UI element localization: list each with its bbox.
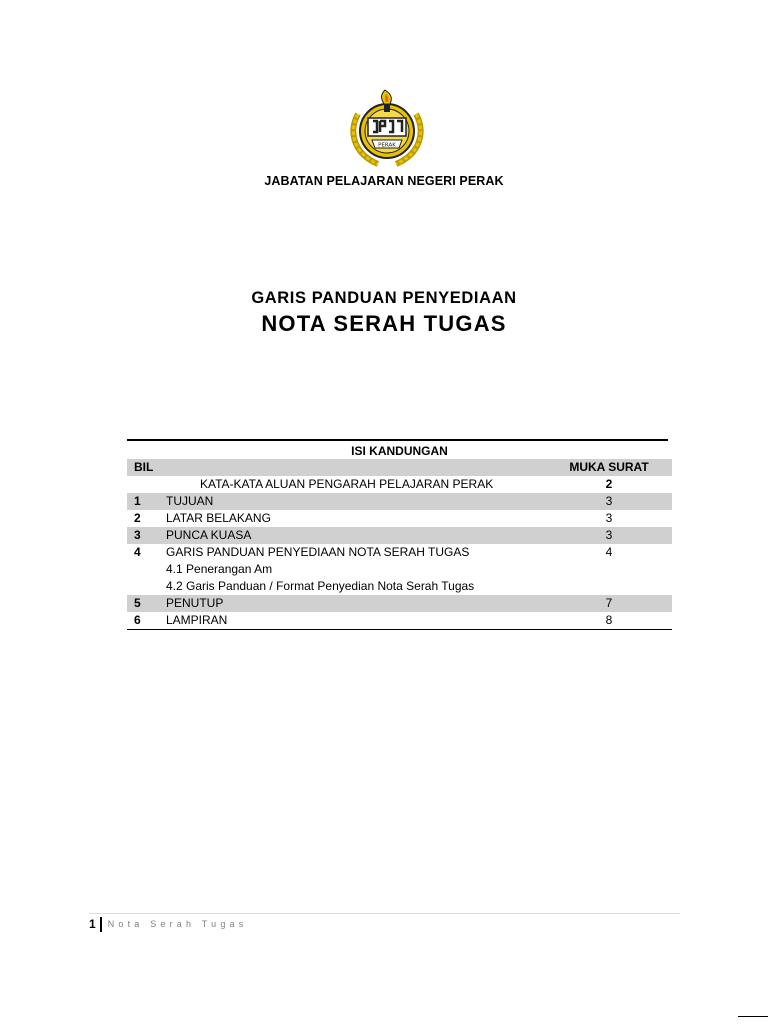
- toc-row-label: TUJUAN: [166, 494, 214, 508]
- col-muka-surat: MUKA SURAT: [569, 460, 649, 474]
- toc-row-label: LATAR BELAKANG: [166, 511, 271, 525]
- toc-row-num: 6: [134, 613, 141, 627]
- table-of-contents: [127, 439, 672, 630]
- page-footer: [89, 916, 247, 932]
- toc-top-rule: [127, 439, 668, 441]
- toc-row-foreword: [127, 476, 672, 493]
- svg-text:PERAK: PERAK: [378, 142, 396, 149]
- toc-row-4: [127, 544, 672, 595]
- toc-subitem-4-2: 4.2 Garis Panduan / Format Penyedian Nota Serah Tugas: [166, 579, 475, 593]
- toc-row-label: GARIS PANDUAN PENYEDIAAN NOTA SERAH TUGAS: [166, 545, 470, 559]
- toc-header-row: [127, 459, 672, 476]
- toc-row-num: 3: [134, 528, 141, 542]
- toc-row-6: [127, 612, 672, 629]
- document-title-line1: GARIS PANDUAN PENYEDIAAN: [251, 289, 517, 307]
- col-bil: BIL: [134, 460, 154, 474]
- toc-row-5: [127, 595, 672, 612]
- toc-bottom-rule: [127, 629, 672, 630]
- footer-divider: [100, 917, 102, 932]
- toc-row-label: LAMPIRAN: [166, 613, 228, 627]
- toc-row-label: KATA-KATA ALUAN PENGARAH PELAJARAN PERAK: [200, 477, 494, 491]
- page-number: 1: [89, 917, 96, 931]
- footer-rule: [89, 913, 680, 914]
- toc-row-3: [127, 527, 672, 544]
- toc-heading: ISI KANDUNGAN: [351, 444, 448, 458]
- toc-row-page: 8: [605, 613, 613, 627]
- toc-row-label: PUNCA KUASA: [166, 528, 252, 542]
- toc-subitem-4-1: 4.1 Penerangan Am: [166, 562, 273, 576]
- toc-row-page: 3: [605, 511, 613, 525]
- footer-document-name: Nota Serah Tugas: [107, 919, 248, 929]
- toc-row-label: PENUTUP: [166, 596, 224, 610]
- document-title-line2: NOTA SERAH TUGAS: [261, 311, 507, 336]
- toc-row-2: [127, 510, 672, 527]
- toc-row-num: 5: [134, 596, 141, 610]
- toc-row-num: 1: [134, 494, 141, 508]
- corner-mark: [738, 1016, 768, 1017]
- toc-row-page: 7: [605, 596, 613, 610]
- toc-row-num: 2: [134, 511, 141, 525]
- organization-name: JABATAN PELAJARAN NEGERI PERAK: [264, 174, 504, 188]
- toc-row-page: 2: [605, 477, 613, 491]
- jpn-perak-crest-icon: [344, 84, 430, 170]
- toc-row-page: 4: [605, 545, 613, 559]
- toc-row-num: 4: [134, 545, 141, 559]
- toc-row-page: 3: [605, 494, 613, 508]
- toc-row-page: 3: [605, 528, 613, 542]
- toc-row-1: [127, 493, 672, 510]
